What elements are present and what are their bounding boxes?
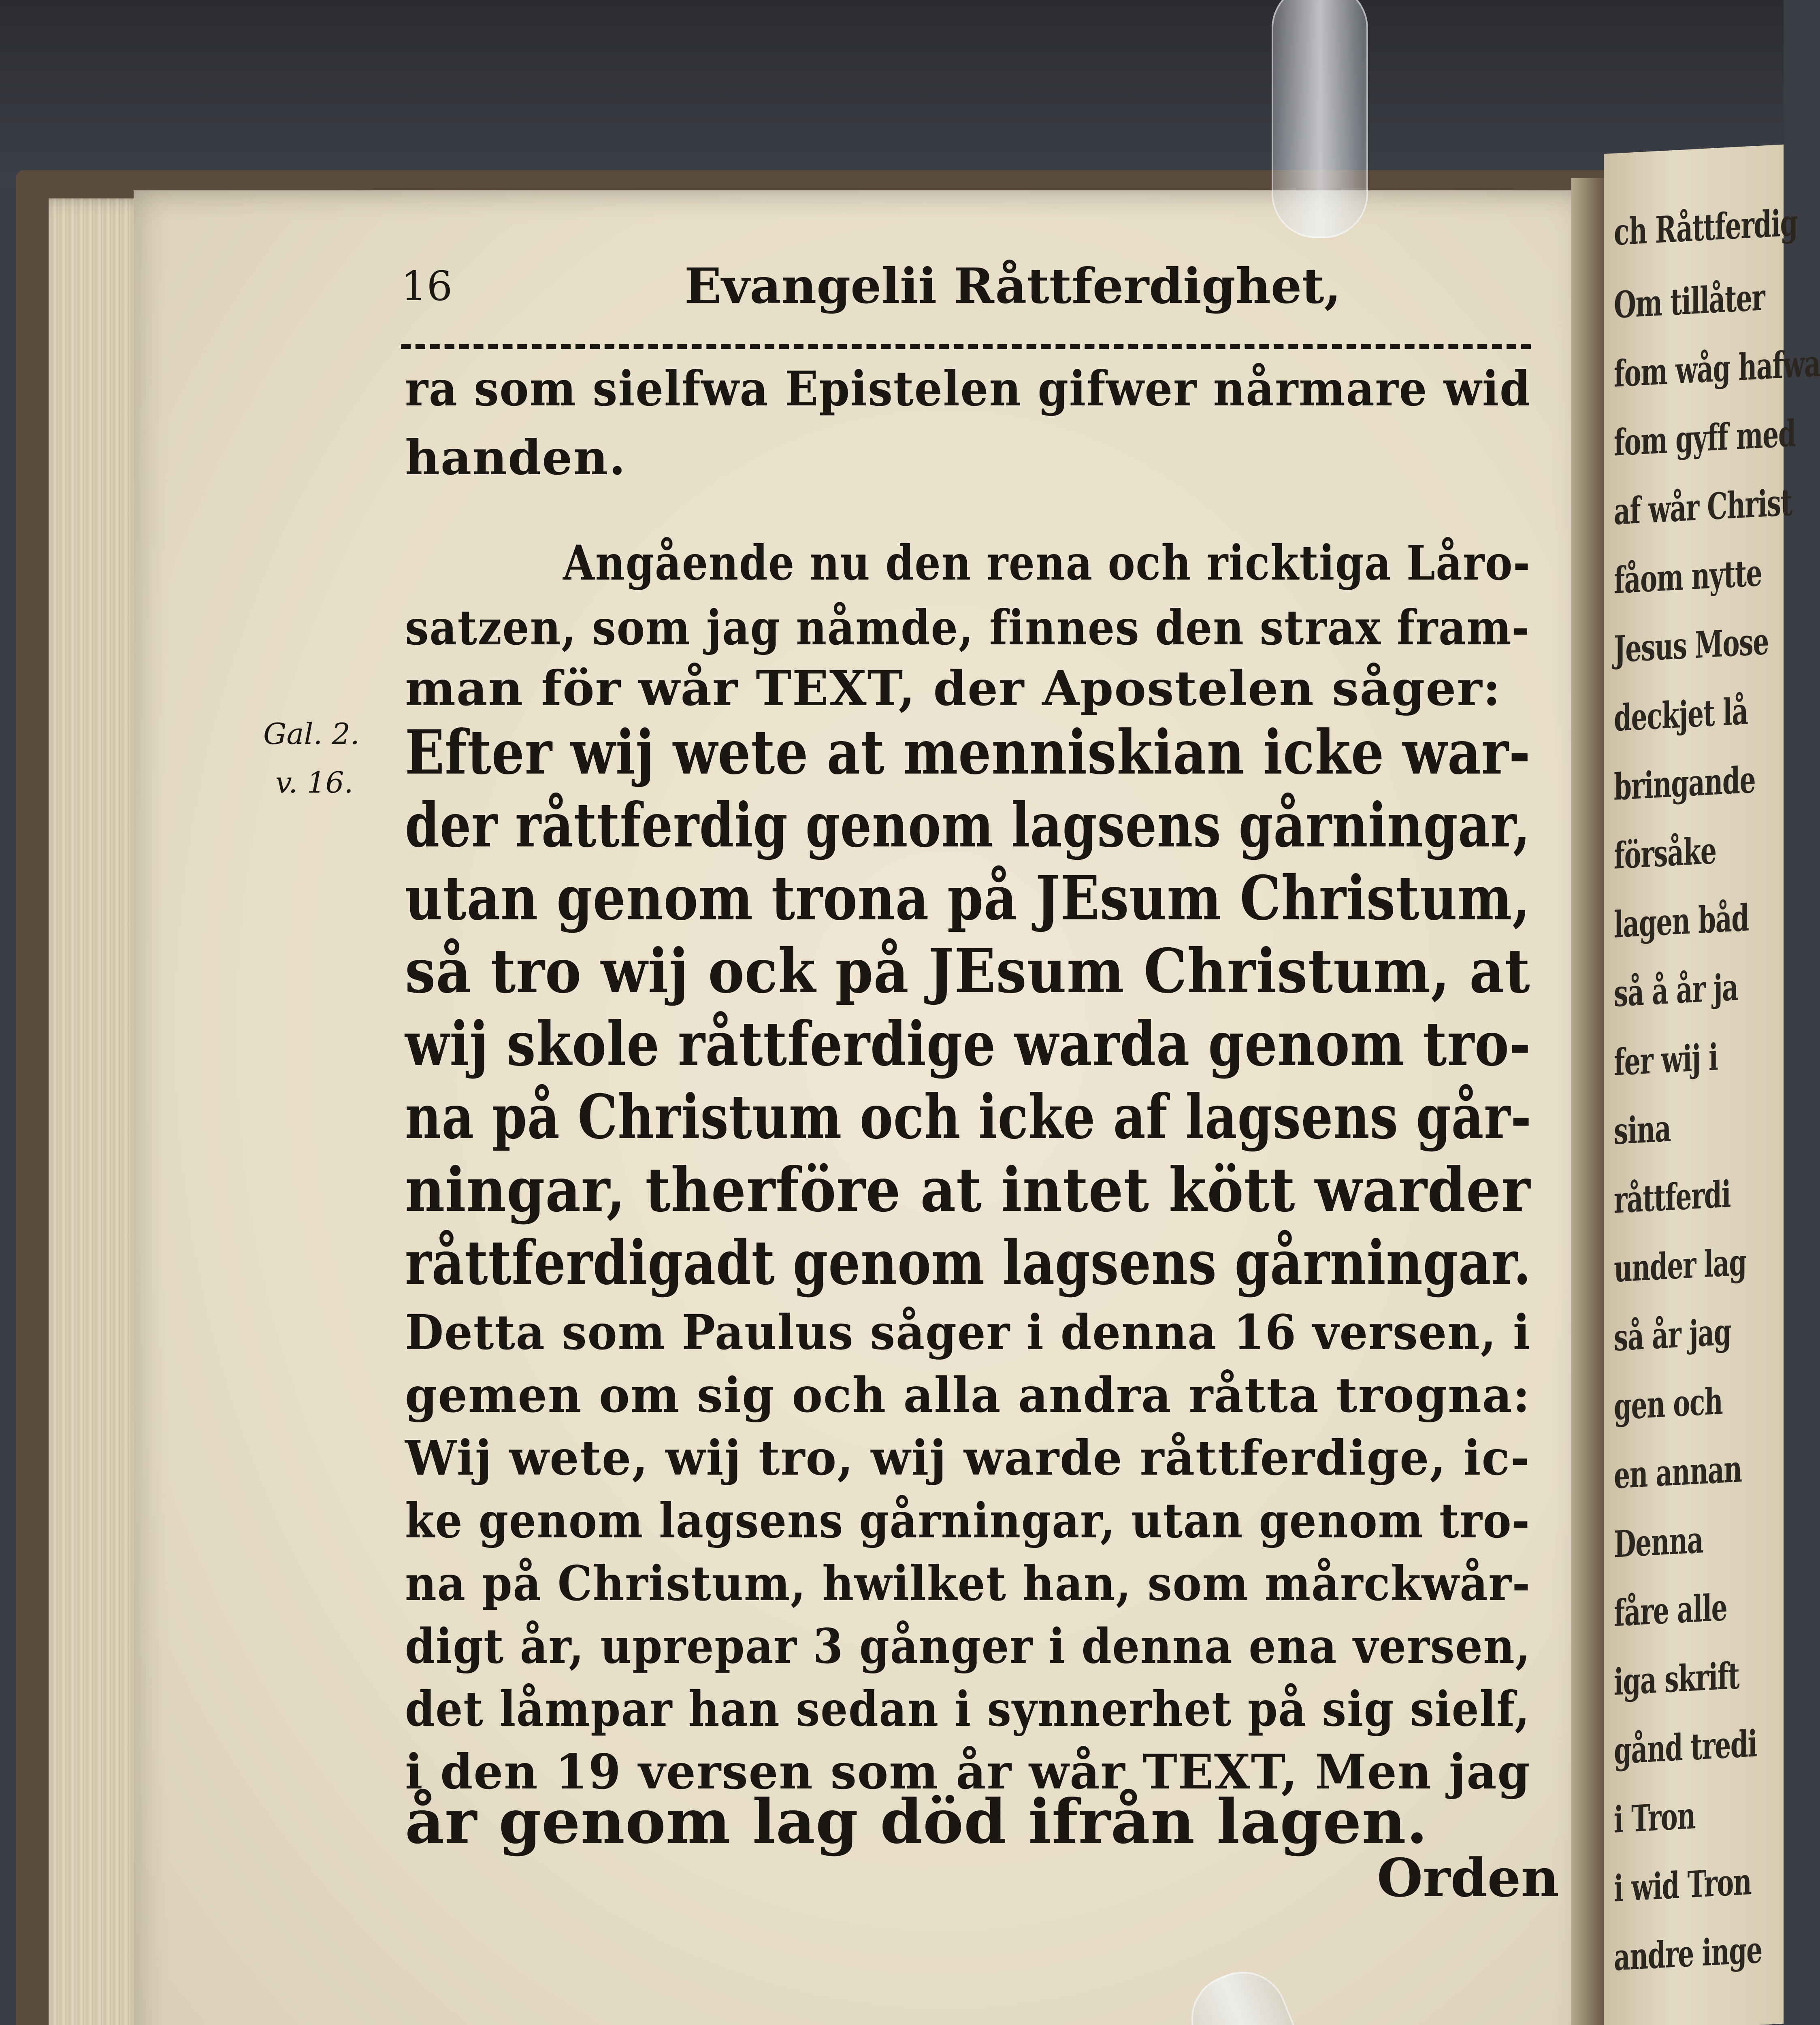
facing-fragment: råttferdi [1614, 1172, 1730, 1222]
facing-fragment: fåre alle [1614, 1586, 1727, 1635]
facing-fragment: under lag [1614, 1241, 1747, 1291]
page-number: 16 [401, 262, 453, 310]
text-line: digt år, uprepar 3 gånger i denna ena versen, [405, 1618, 1531, 1674]
text-line: Angående nu den rena och ricktiga Låro- [563, 535, 1531, 591]
facing-fragment: deckjet lå [1614, 690, 1748, 740]
facing-fragment: så år jag [1614, 1310, 1731, 1360]
text-line: utan genom trona på JEsum Christum, [405, 863, 1531, 934]
text-line: Wij wete, wij tro, wij warde råttferdige, ic- [405, 1430, 1530, 1486]
facing-fragment: Denna [1614, 1518, 1703, 1566]
facing-fragment: fåom nytte [1614, 551, 1762, 602]
text-line: Efter wij wete at menniskian icke war- [405, 717, 1531, 788]
facing-fragment: af wår Christ [1614, 481, 1792, 533]
facing-fragment: ch Råttferdig [1614, 201, 1798, 254]
margin-reference: Gal. 2. [263, 717, 360, 751]
text-line: na på Christum och icke af lagsens går- [405, 1081, 1532, 1153]
facing-fragment: Jesus Mose [1614, 620, 1769, 671]
text-line: så tro wij ock på JEsum Christum, at [405, 936, 1530, 1007]
page-clip [1272, 0, 1368, 238]
facing-page-edge [1604, 145, 1820, 2025]
facing-fragment: sina [1614, 1107, 1671, 1153]
text-line: man för wår TEXT, der Apostelen såger: [405, 660, 1502, 716]
header-rule [401, 344, 1531, 349]
text-line: ke genom lagsens gårningar, utan genom tro- [405, 1492, 1530, 1549]
text-line: ra som sielfwa Epistelen gifwer nårmare wid [405, 360, 1531, 417]
text-line: gemen om sig och alla andra råtta trogna: [405, 1367, 1531, 1423]
facing-fragment: iga skrift [1614, 1654, 1739, 1704]
text-line: na på Christum, hwilket han, som mårckwår- [405, 1555, 1531, 1611]
text-line: i den 19 versen som år wår TEXT, Men jag [405, 1744, 1531, 1800]
text-line: satzen, som jag nåmde, finnes den strax fram- [405, 599, 1530, 656]
facing-fragment: andre inge [1614, 1928, 1762, 1979]
text-line: ningar, therföre at intet kött warder [405, 1154, 1531, 1226]
facing-fragment: fom gyff med [1614, 412, 1796, 465]
facing-fragment: lagen båd [1614, 896, 1749, 946]
facing-fragment: Om tillåter [1614, 276, 1765, 327]
text-line: Detta som Paulus såger i denna 16 versen, i [405, 1304, 1531, 1360]
text-line: der råttferdig genom lagsens gårningar, [405, 790, 1531, 861]
text-line: råttferdigadt genom lagsens gårningar. [405, 1227, 1532, 1298]
dark-background [0, 0, 1784, 186]
facing-fragment: i wid Tron [1614, 1860, 1752, 1910]
facing-fragment: fom wåg hafwa [1614, 341, 1820, 396]
catchword: Orden [1377, 1847, 1559, 1909]
facing-fragment: gen och [1614, 1379, 1723, 1428]
text-line: år genom lag död ifrån lagen. [405, 1786, 1428, 1857]
running-title: Evangelii Råttferdighet, [684, 258, 1341, 315]
facing-fragment: gånd tredi [1614, 1722, 1757, 1773]
text-line: wij skole råttferdige warda genom tro- [405, 1008, 1531, 1080]
facing-fragment: i Tron [1614, 1794, 1695, 1842]
facing-fragment: bringande [1614, 758, 1756, 809]
facing-fragment: så å år ja [1614, 966, 1738, 1015]
facing-fragment: en annan [1614, 1447, 1742, 1497]
facing-fragment: försåke [1614, 829, 1716, 878]
margin-reference: v. 16. [275, 765, 354, 799]
text-line: det låmpar han sedan i synnerhet på sig sielf, [405, 1681, 1530, 1737]
facing-fragment: fer wij i [1614, 1036, 1718, 1084]
text-line: handen. [405, 429, 627, 486]
